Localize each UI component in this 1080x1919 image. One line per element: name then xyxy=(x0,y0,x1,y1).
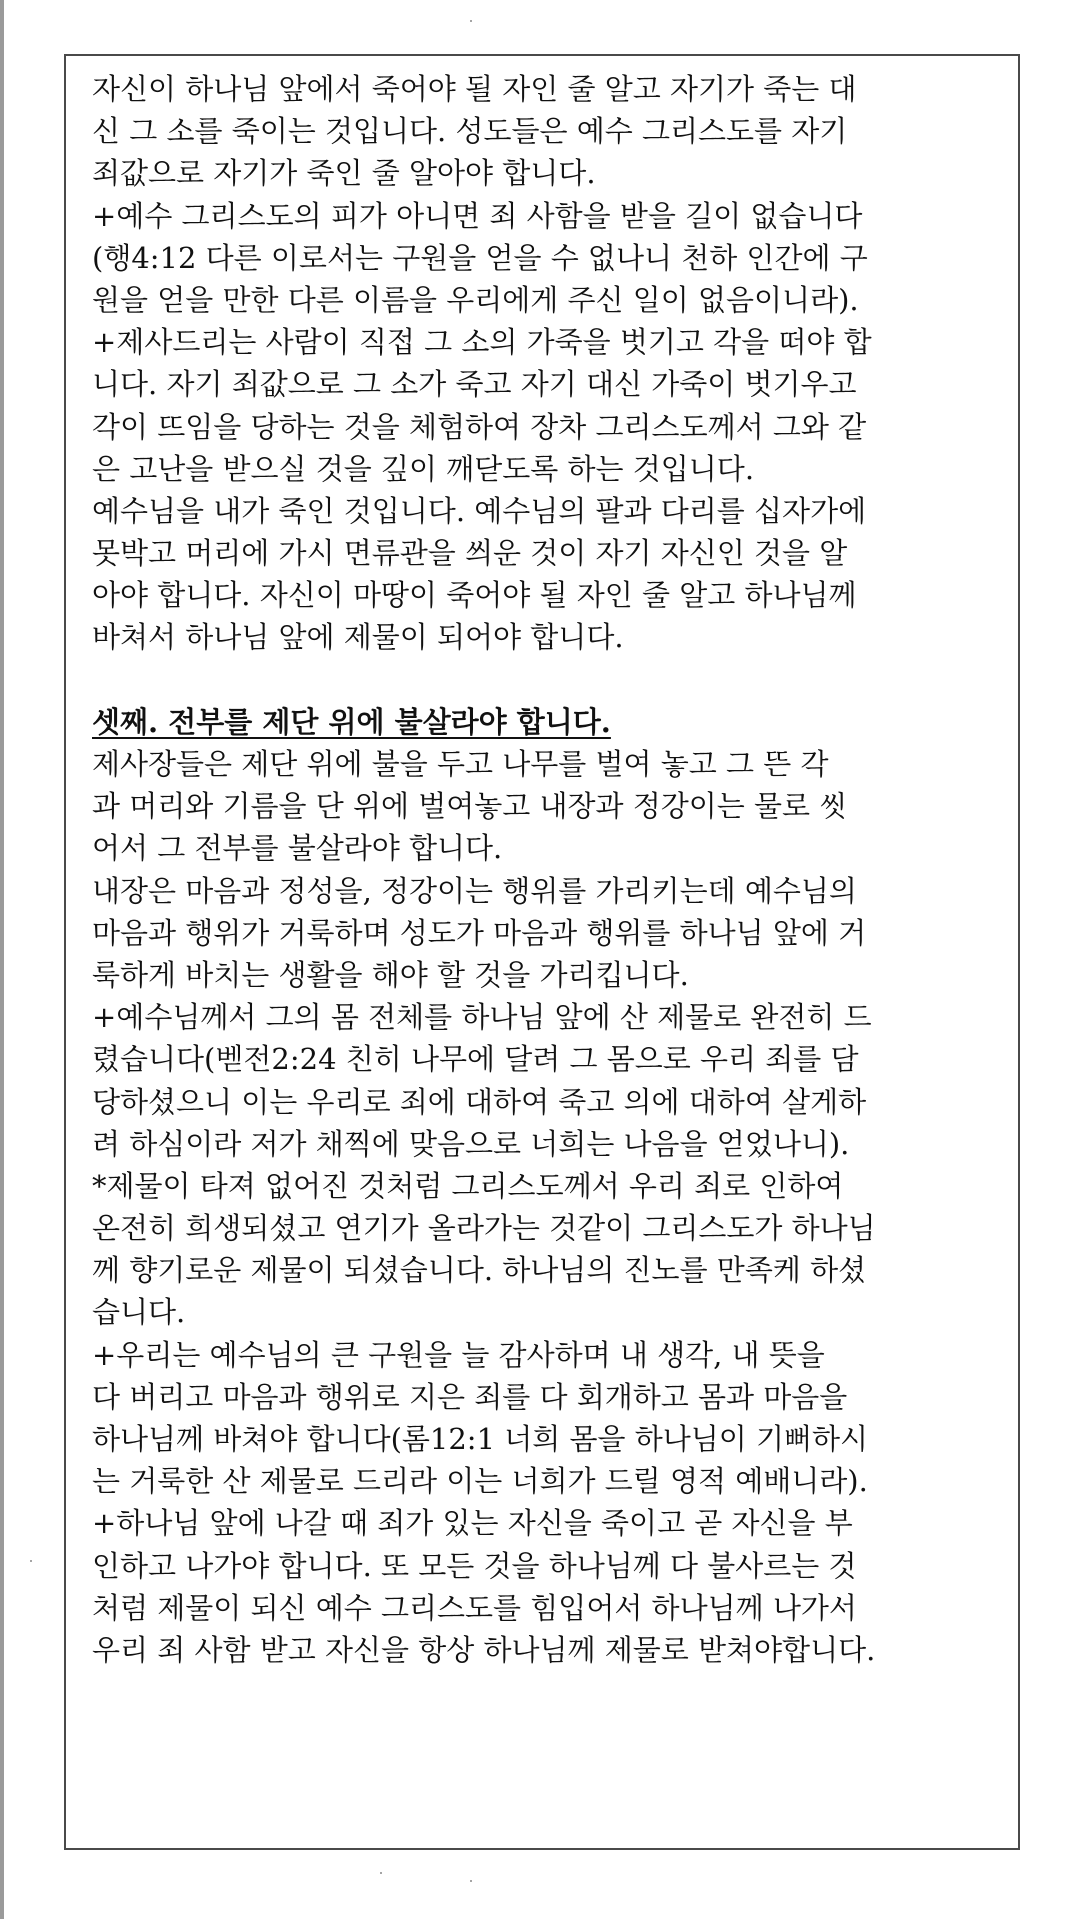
text-line: 어서 그 전부를 불살라야 합니다. xyxy=(92,831,503,866)
text-line: 우리 죄 사함 받고 자신을 항상 하나님께 제물로 받쳐야합니다. xyxy=(92,1632,876,1667)
text-line: 는 거룩한 산 제물로 드리라 이는 너희가 드릴 영적 예배니라). xyxy=(92,1464,868,1499)
text-line: 예수님을 내가 죽인 것입니다. 예수님의 팔과 다리를 십자가에 xyxy=(92,493,867,528)
text-line: 려 하심이라 저가 채찍에 맞음으로 너희는 나음을 얻었나니). xyxy=(92,1126,850,1161)
text-line: 하나님께 바쳐야 합니다(롬12:1 너희 몸을 하나님이 기뻐하시 xyxy=(92,1422,869,1456)
body-text xyxy=(92,68,998,1671)
text-line: 께 향기로운 제물이 되셨습니다. 하나님의 진노를 만족케 하셨 xyxy=(92,1253,867,1288)
text-line: 각이 뜨임을 당하는 것을 체험하여 장차 그리스도께서 그와 같 xyxy=(92,409,867,444)
text-line: +예수 그리스도의 피가 아니면 죄 사함을 받을 길이 없습니다 xyxy=(92,198,863,233)
text-line: 못박고 머리에 가시 면류관을 씌운 것이 자기 자신인 것을 알 xyxy=(92,536,848,571)
text-line: 렸습니다(벧전2:24 친히 나무에 달려 그 몸으로 우리 죄를 담 xyxy=(92,1042,859,1077)
text-line: *제물이 타져 없어진 것처럼 그리스도께서 우리 죄로 인하여 xyxy=(92,1168,844,1203)
text-line: 바쳐서 하나님 앞에 제물이 되어야 합니다. xyxy=(92,620,624,655)
text-line: 은 고난을 받으실 것을 깊이 깨닫도록 하는 것입니다. xyxy=(92,451,755,486)
blank-line xyxy=(92,659,998,701)
text-line: 인하고 나가야 합니다. 또 모든 것을 하나님께 다 불사르는 것 xyxy=(92,1548,857,1583)
text-line: 마음과 행위가 거룩하며 성도가 마음과 행위를 하나님 앞에 거 xyxy=(92,915,867,950)
text-line: 온전히 희생되셨고 연기가 올라가는 것같이 그리스도가 하나님 xyxy=(92,1211,876,1246)
text-line: +제사드리는 사람이 직접 그 소의 가죽을 벗기고 각을 떠야 합 xyxy=(92,325,872,360)
text-line: 처럼 제물이 되신 예수 그리스도를 힘입어서 하나님께 나가서 xyxy=(92,1590,857,1625)
section-heading: 셋째. 전부를 제단 위에 불살라야 합니다. xyxy=(92,704,611,739)
text-line: +예수님께서 그의 몸 전체를 하나님 앞에 산 제물로 완전히 드 xyxy=(92,1000,872,1035)
text-line: 아야 합니다. 자신이 마땅이 죽어야 될 자인 줄 알고 하나님께 xyxy=(92,578,857,613)
text-line: 다 버리고 마음과 행위로 지은 죄를 다 회개하고 몸과 마음을 xyxy=(92,1379,848,1414)
text-line: 내장은 마음과 정성을, 정강이는 행위를 가리키는데 예수님의 xyxy=(92,873,857,908)
text-line: (행4:12 다른 이로서는 구원을 얻을 수 없나니 천하 인간에 구 xyxy=(92,240,868,275)
text-line: 룩하게 바치는 생활을 해야 할 것을 가리킵니다. xyxy=(92,957,689,992)
text-line: 자신이 하나님 앞에서 죽어야 될 자인 줄 알고 자기가 죽는 대 xyxy=(92,72,857,106)
text-line: 과 머리와 기름을 단 위에 벌여놓고 내장과 정강이는 물로 씻 xyxy=(92,789,848,824)
text-line: 신 그 소를 죽이는 것입니다. 성도들은 예수 그리스도를 자기 xyxy=(92,114,848,149)
scan-speck xyxy=(470,20,472,22)
text-line: 니다. 자기 죄값으로 그 소가 죽고 자기 대신 가죽이 벗기우고 xyxy=(92,367,857,402)
scan-speck xyxy=(470,1880,472,1882)
scan-speck xyxy=(380,1872,382,1874)
text-line: 제사장들은 제단 위에 불을 두고 나무를 벌여 놓고 그 뜬 각 xyxy=(92,747,829,781)
scan-speck xyxy=(30,1560,32,1562)
text-line: 당하셨으니 이는 우리로 죄에 대하여 죽고 의에 대하여 살게하 xyxy=(92,1084,867,1119)
text-line: +우리는 예수님의 큰 구원을 늘 감사하며 내 생각, 내 뜻을 xyxy=(92,1337,825,1372)
page-left-edge xyxy=(0,0,4,1919)
text-line: 죄값으로 자기가 죽인 줄 알아야 합니다. xyxy=(92,156,596,191)
text-line: +하나님 앞에 나갈 때 죄가 있는 자신을 죽이고 곧 자신을 부 xyxy=(92,1506,853,1541)
text-line: 원을 얻을 만한 다른 이름을 우리에게 주신 일이 없음이니라). xyxy=(92,282,859,317)
text-line: 습니다. xyxy=(92,1295,186,1330)
